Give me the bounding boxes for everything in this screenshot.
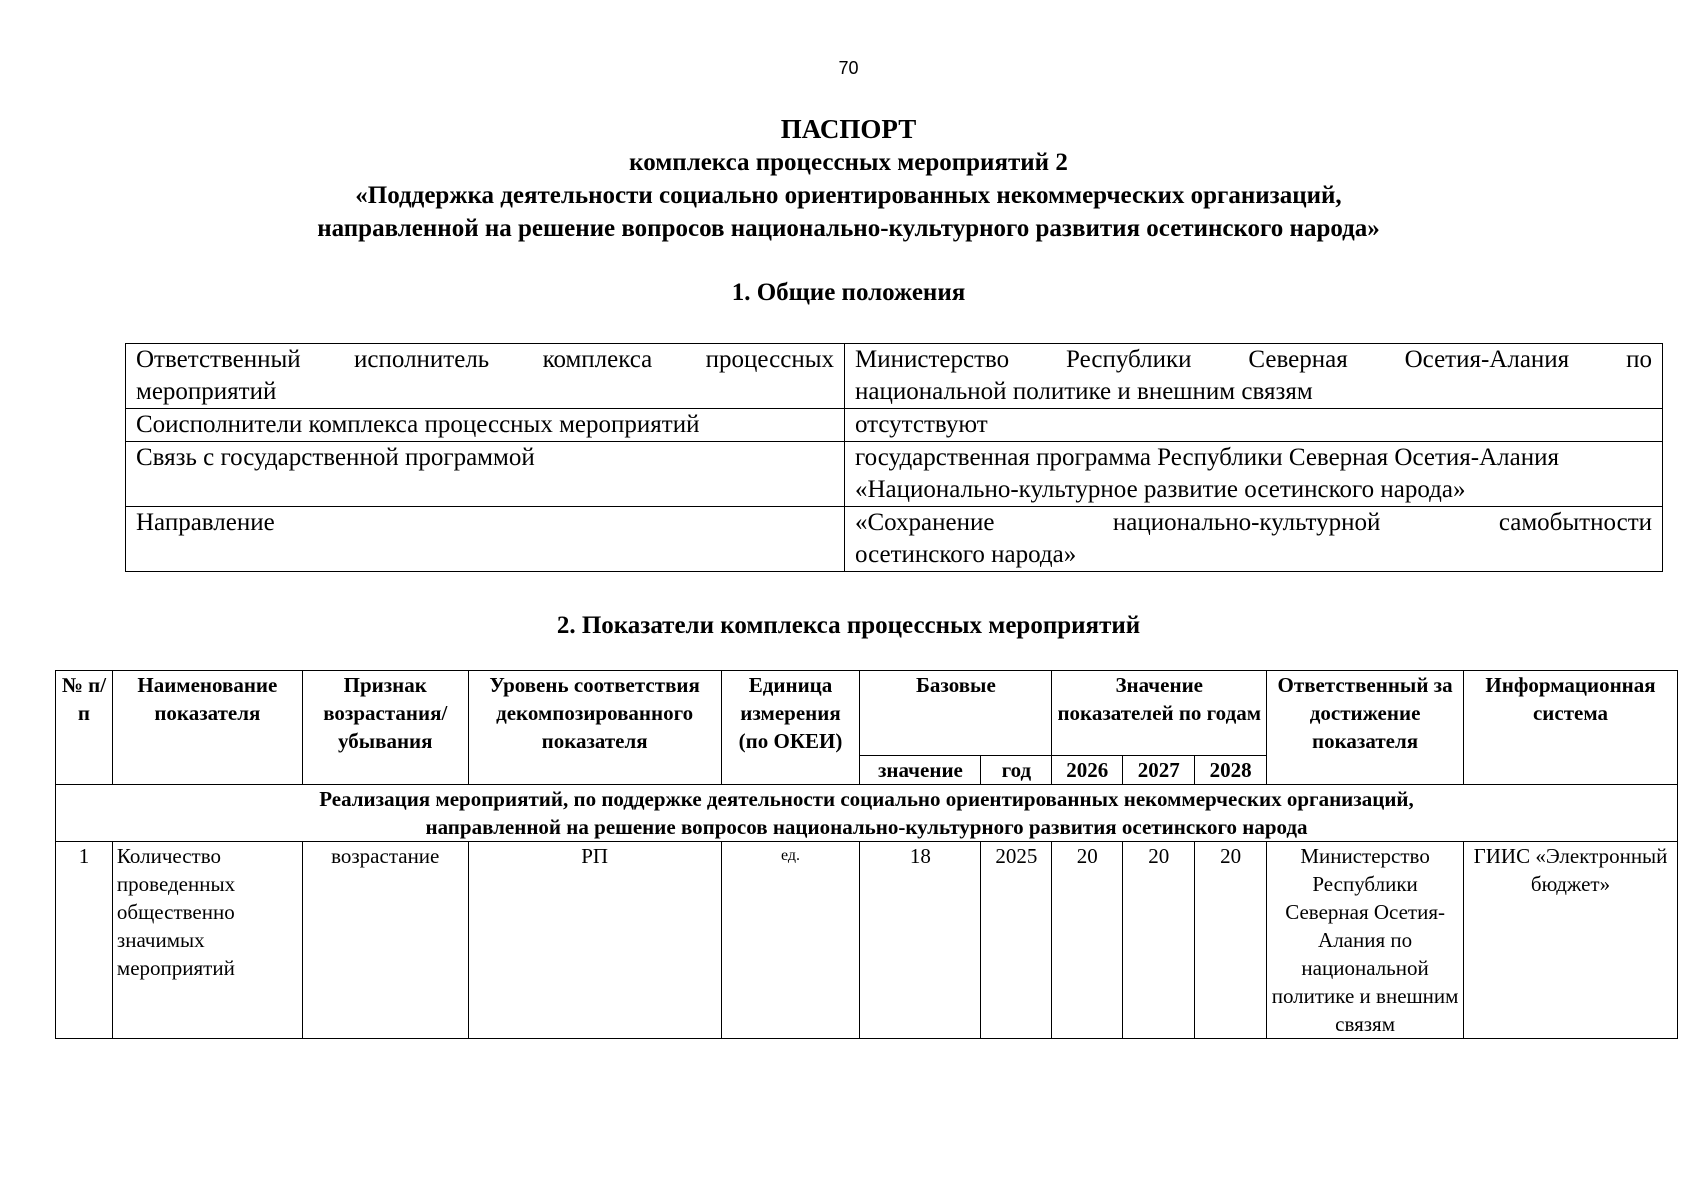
header-unit: Единица измерения (по ОКЕИ) bbox=[721, 671, 860, 785]
page-number: 70 bbox=[838, 58, 859, 78]
group-title-row bbox=[56, 785, 1678, 842]
cell-name: Количество проведенных общественно значимых мероприятий bbox=[112, 842, 302, 1039]
cell-level: РП bbox=[468, 842, 721, 1039]
title-line-1: ПАСПОРТ bbox=[780, 114, 917, 144]
row-value-line-1: «Сохранение национально-культурной самобытности bbox=[855, 509, 1652, 536]
group-title-line-1: Реализация мероприятий, по поддержке деятельности социально ориентированных некоммерческих организаций, bbox=[319, 787, 1414, 811]
header-trend: Признак возрастания/ убывания bbox=[302, 671, 468, 785]
header-base: Базовые bbox=[860, 671, 1052, 756]
header-responsible: Ответственный за достижение показателя bbox=[1267, 671, 1464, 785]
cell-num: 1 bbox=[56, 842, 113, 1039]
row-value bbox=[845, 507, 1663, 572]
header-values: Значение показателей по годам bbox=[1052, 671, 1267, 756]
row-label: Связь с государственной программой bbox=[126, 442, 845, 507]
cell-2026: 20 bbox=[1052, 842, 1123, 1039]
header-base-year: год bbox=[981, 756, 1052, 785]
header-num: № п/п bbox=[56, 671, 113, 785]
row-value: отсутствуют bbox=[845, 409, 1663, 442]
row-label bbox=[126, 344, 845, 409]
title-line-4: направленной на решение вопросов национально-культурного развития осетинского народа» bbox=[317, 215, 1380, 242]
indicators-table bbox=[55, 670, 1678, 1039]
header-2027: 2027 bbox=[1123, 756, 1195, 785]
row-label: Соисполнители комплекса процессных мероприятий bbox=[126, 409, 845, 442]
cell-2028: 20 bbox=[1195, 842, 1267, 1039]
row-value-line-2: национальной политике и внешним связям bbox=[855, 378, 1313, 405]
row-label-line-2: мероприятий bbox=[136, 378, 277, 405]
section-1-heading: 1. Общие положения bbox=[731, 279, 966, 306]
table-row bbox=[126, 442, 1663, 507]
header-system: Информационная система bbox=[1464, 671, 1678, 785]
table-row bbox=[126, 409, 1663, 442]
cell-2027: 20 bbox=[1123, 842, 1195, 1039]
row-value bbox=[845, 344, 1663, 409]
header-2026: 2026 bbox=[1052, 756, 1123, 785]
row-label: Направление bbox=[126, 507, 845, 572]
header-level: Уровень соответствия декомпозированного показателя bbox=[468, 671, 721, 785]
row-value-line-2: осетинского народа» bbox=[855, 541, 1077, 568]
table-row bbox=[56, 842, 1678, 1039]
row-value-line-1: государственная программа Республики Северная Осетия-Алания bbox=[855, 444, 1559, 471]
table-row bbox=[126, 507, 1663, 572]
table-row bbox=[126, 344, 1663, 409]
cell-unit: ед. bbox=[721, 842, 860, 1039]
header-name: Наименование показателя bbox=[112, 671, 302, 785]
group-title bbox=[56, 785, 1678, 842]
document-title bbox=[0, 113, 1697, 245]
row-value bbox=[845, 442, 1663, 507]
row-value-line-2: «Национально-культурное развитие осетинского народа» bbox=[855, 476, 1466, 503]
cell-system: ГИИС «Электронный бюджет» bbox=[1464, 842, 1678, 1039]
group-title-line-2: направленной на решение вопросов национально-культурного развития осетинского народа bbox=[425, 815, 1308, 839]
general-provisions-table bbox=[125, 343, 1663, 572]
title-line-3: «Поддержка деятельности социально ориентированных некоммерческих организаций, bbox=[355, 182, 1342, 209]
cell-base-value: 18 bbox=[860, 842, 981, 1039]
section-2-heading: 2. Показатели комплекса процессных мероприятий bbox=[556, 612, 1141, 639]
header-row bbox=[56, 671, 1678, 756]
cell-base-year: 2025 bbox=[981, 842, 1052, 1039]
header-2028: 2028 bbox=[1195, 756, 1267, 785]
cell-responsible: Министерство Республики Северная Осетия-Алания по национальной политике и внешним связям bbox=[1267, 842, 1464, 1039]
cell-trend: возрастание bbox=[302, 842, 468, 1039]
header-base-value: значение bbox=[860, 756, 981, 785]
title-line-2: комплекса процессных мероприятий 2 bbox=[629, 149, 1068, 176]
row-value-line-1: Министерство Республики Северная Осетия-Алания по bbox=[855, 346, 1652, 373]
row-label-line-1: Ответственный исполнитель комплекса процессных bbox=[136, 346, 834, 373]
